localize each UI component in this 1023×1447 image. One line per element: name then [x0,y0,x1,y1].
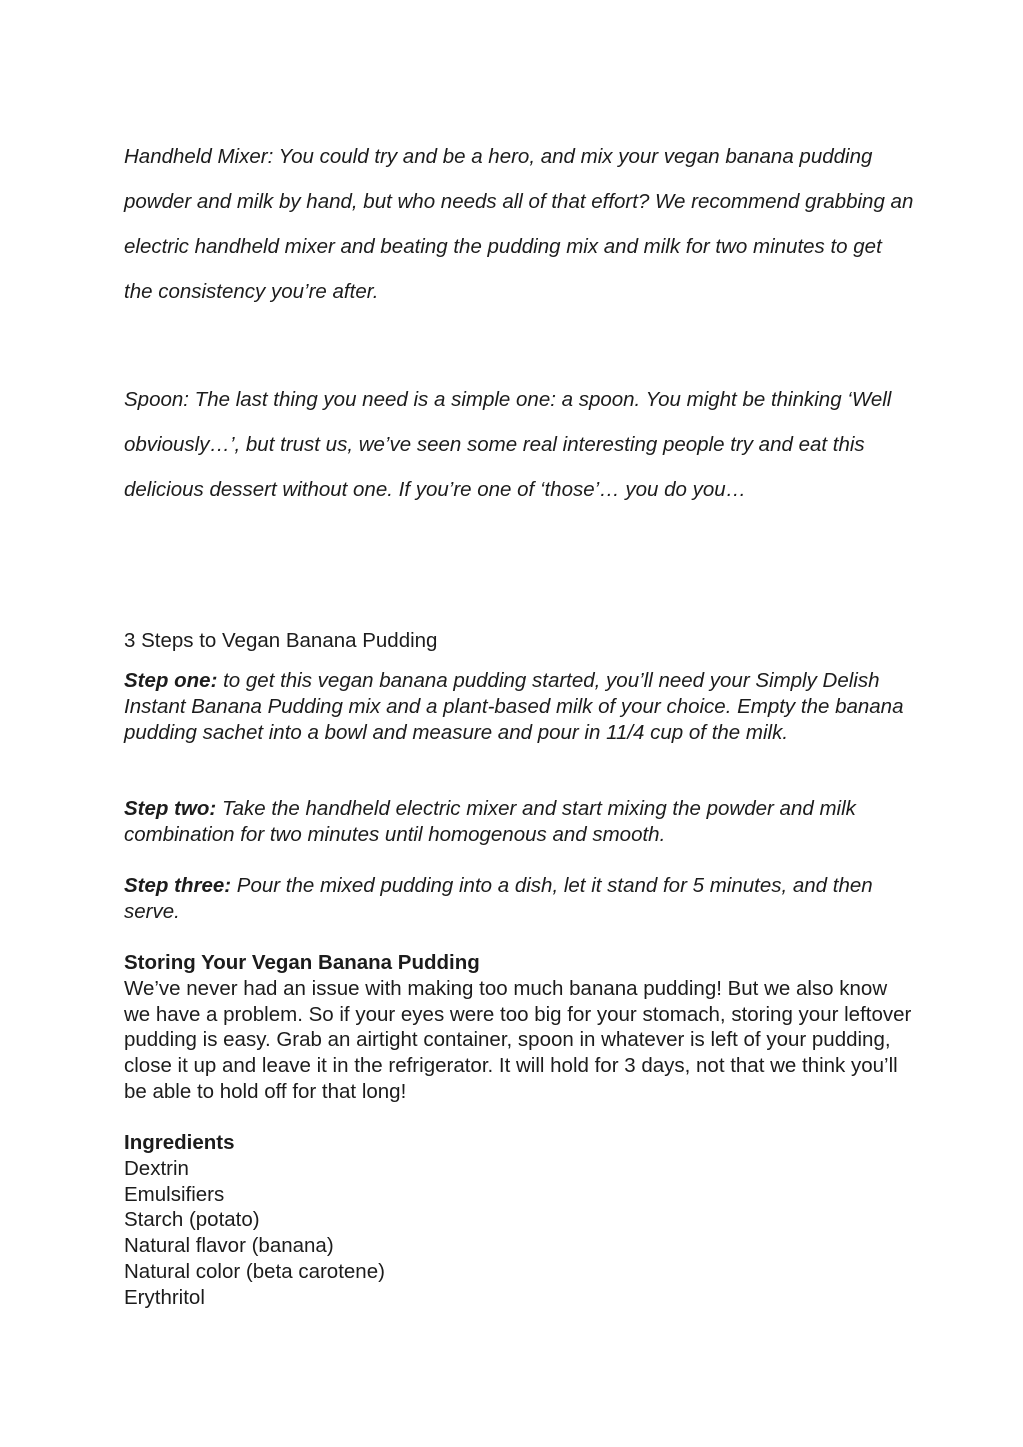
step-one-paragraph [124,668,914,745]
ingredient-item: Starch (potato) [124,1208,260,1232]
ingredient-item: Dextrin [124,1156,189,1180]
ingredient-item: Natural flavor (banana) [124,1234,334,1258]
spoon-paragraph: Spoon: The last thing you need is a simple one: a spoon. You might be thinking ‘Well obviously…’, but trust us, we’ve seen some real interesting people try and eat this delicious dessert without one. If you’re one of ‘those’… you do you… [124,388,892,501]
step-one-label: Step one: [124,669,218,692]
document-page [124,0,914,1447]
storing-section [124,950,914,1105]
step-two-text: Take the handheld electric mixer and start mixing the powder and milk combination for two minutes until homogenous and smooth. [124,797,856,846]
step-three-text: Pour the mixed pudding into a dish, let it stand for 5 minutes, and then serve. [124,874,873,923]
step-one-text: to get this vegan banana pudding started, you’ll need your Simply Delish Instant Banana Pudding mix and a plant-based milk of your choice. Empty the banana pudding sachet into a bowl and measure and pour in 11/4 cup of the milk. [124,669,904,744]
step-two-label: Step two: [124,797,217,820]
storing-heading: Storing Your Vegan Banana Pudding [124,951,480,974]
step-two-paragraph [124,796,914,848]
ingredients-heading: Ingredients [124,1131,235,1154]
steps-heading: 3 Steps to Vegan Banana Pudding [124,629,438,652]
step-three-paragraph [124,873,914,925]
ingredients-section [124,1130,914,1311]
storing-text: We’ve never had an issue with making too much banana pudding! But we also know we have a problem. So if your eyes were too big for your stomach, storing your leftover pudding is easy. Grab an airtight container, spoon in whatever is left of your pudding, close it up and leave it in the refrigerator. It will hold for 3 days, not that we think you’ll be able to hold off for that long! [124,976,912,1103]
ingredient-item: Natural color (beta carotene) [124,1259,385,1283]
step-three-label: Step three: [124,874,232,897]
ingredient-item: Emulsifiers [124,1182,225,1206]
ingredient-item: Erythritol [124,1285,205,1309]
mixer-paragraph: Handheld Mixer: You could try and be a hero, and mix your vegan banana pudding powder and milk by hand, but who needs all of that effort? We recommend grabbing an electric handheld mixer and beating the pudding mix and milk for two minutes to get the consistency you’re after. [124,145,914,303]
